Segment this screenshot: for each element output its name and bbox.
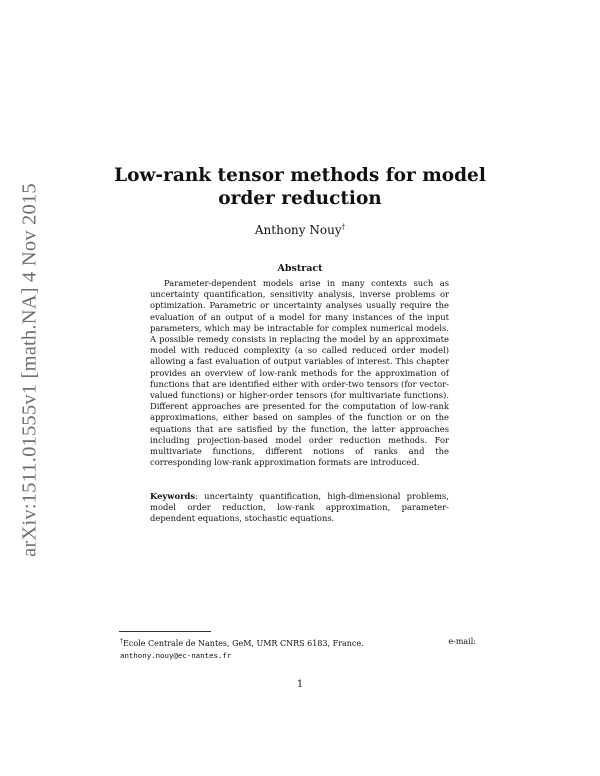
footnote-divider: [119, 631, 211, 632]
arxiv-identifier: arXiv:1511.01555v1 [math.NA] 4 Nov 2015: [18, 183, 41, 557]
keywords-text: : uncertainty quantification, high-dimensional problems, model order reduction, low-rank approximation, parameter-dependent equations, stochastic equations.: [150, 491, 449, 524]
footnote-email[interactable]: anthony.nouy@ec-nantes.fr: [120, 650, 232, 660]
footnote-email-label: e-mail:: [448, 637, 476, 646]
author-name: Anthony Nouy: [254, 223, 342, 237]
footnote: [120, 636, 476, 661]
keywords-label: Keywords: [150, 491, 196, 501]
footnote-mark: †: [120, 638, 123, 645]
keywords-paragraph: [150, 491, 449, 525]
author-footnote-mark[interactable]: †: [341, 223, 346, 231]
abstract-body: Parameter-dependent models arise in many contexts such as uncertainty quantification, sensitivity analysis, inverse problems or optimization. Parametric or uncertainty analyses usually require the evaluation of an output of a model for many instances of the input parameters, which may be intractable for complex numerical models. A possible remedy consists in replacing the model by an approximate model with reduced complexity (a so called reduced order model) allowing a fast evaluation of output variables of interest. This chapter provides an overview of low-rank methods for the approximation of functions that are identified either with order-two tensors (for vector-valued functions) or higher-order tensors (for multivariate functions). Different approaches are presented for the computation of low-rank approximations, either based on samples of the function or on the equations that are satisfied by the function, the latter approaches including projection-based model order reduction methods. For multivariate functions, different notions of ranks and the corresponding low-rank approximation formats are introduced.: [150, 278, 449, 468]
paper-title: Low-rank tensor methods for model order reduction: [114, 165, 486, 209]
abstract-heading: Abstract: [277, 263, 323, 274]
arxiv-sidebar: [18, 175, 42, 565]
page-number: 1: [296, 679, 304, 690]
author-line: [150, 223, 450, 237]
footnote-line: [120, 636, 476, 650]
footnote-affiliation: Ecole Centrale de Nantes, GeM, UMR CNRS 6183, France.: [123, 639, 364, 648]
